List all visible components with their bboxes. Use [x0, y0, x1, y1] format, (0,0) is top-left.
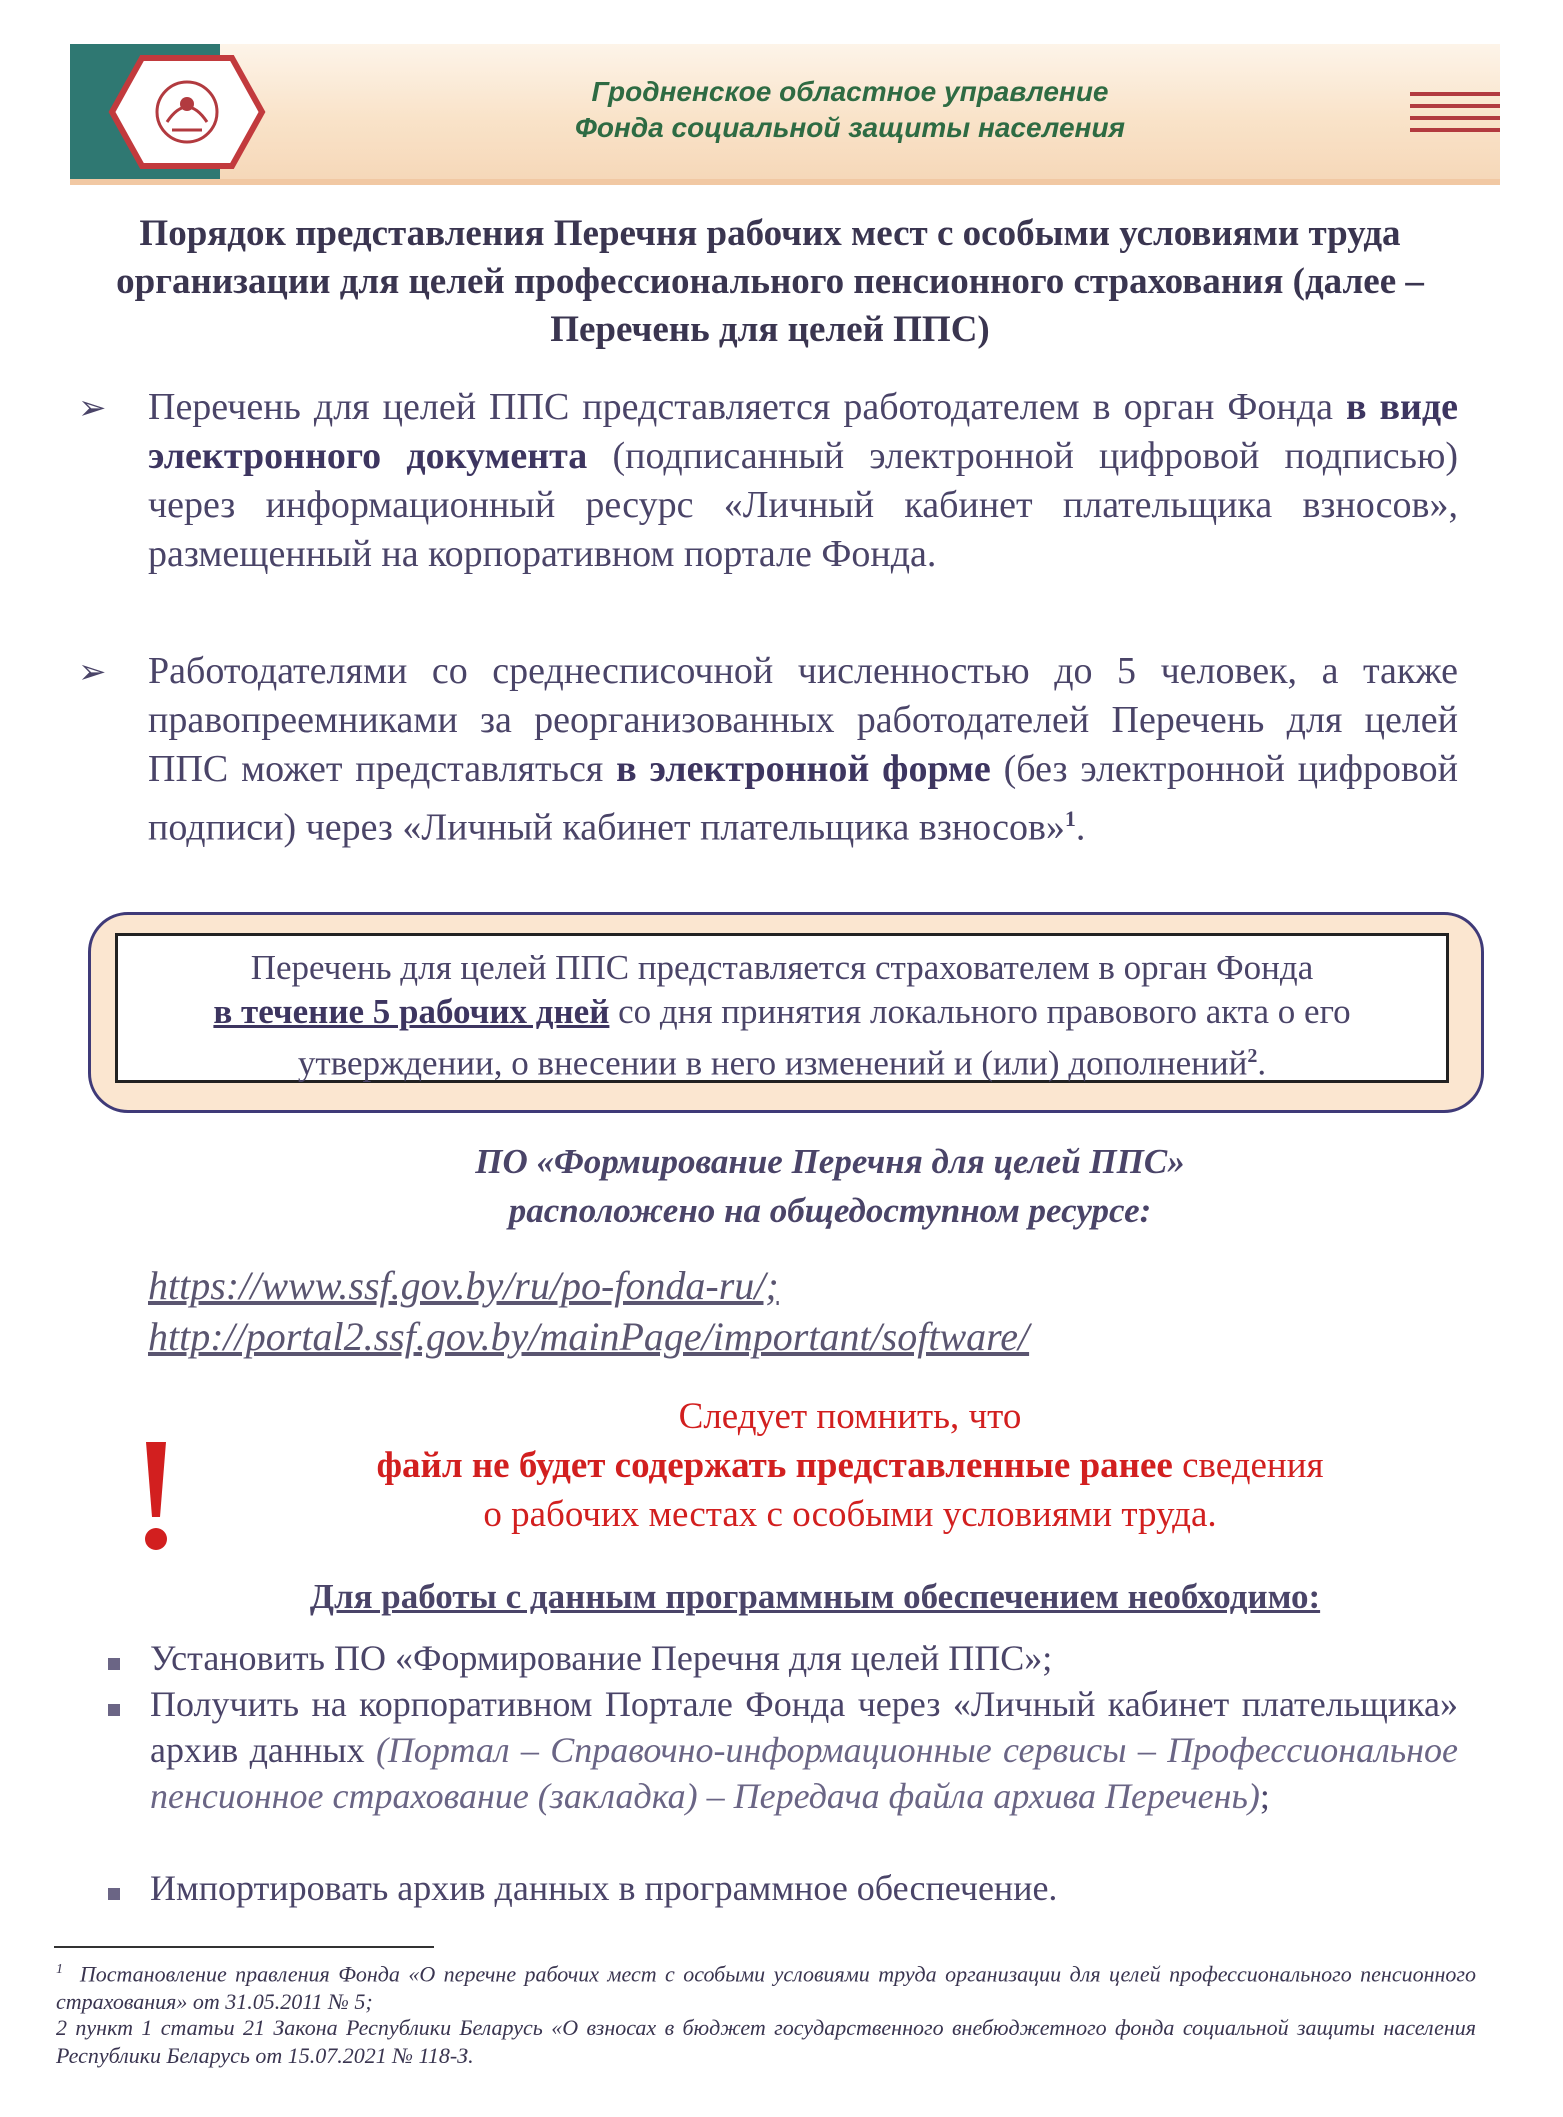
requirements-heading: Для работы с данным программным обеспечением необходимо:: [309, 1577, 1321, 1616]
header-banner: [70, 44, 1500, 185]
footnote-1: $^1$ Постановление правления Фонда «О перечне рабочих мест с особыми условиями труда организации для целей профессионального пенсионного страхования» от 31.05.2011 № 5;: [56, 1961, 1477, 2015]
warning-line-1: Следует помнить, что: [678, 1396, 1022, 1437]
banner-line-2: Фонда социальной защиты населения: [574, 112, 1126, 143]
square-bullet-icon: [108, 1658, 120, 1670]
notice-box: Перечень для целей ППС представляется страхователем в орган Фонда в течение 5 рабочих дней со дня принятия локального правового акта о его утверждении, о внесении в него изменений и (или) дополнений$^2$.: [115, 933, 1449, 1083]
warning-line-3: о рабочих местах с особыми условиями труда.: [483, 1494, 1217, 1535]
banner-title: [500, 74, 1200, 146]
footnote-separator: [54, 1946, 434, 1948]
link-portal-software[interactable]: http://portal2.ssf.gov.by/mainPage/important/software/: [148, 1314, 1030, 1359]
software-info: ПО «Формирование Перечня для целей ППС» расположено на общедоступном ресурсе:: [475, 1142, 1185, 1230]
square-bullet-icon: [108, 1704, 120, 1716]
banner-line-1: Гродненское областное управление: [591, 76, 1109, 107]
notice-deadline: в течение 5 рабочих дней: [213, 992, 610, 1031]
arrow-bullet-icon: ➢: [78, 652, 107, 692]
page-title: Порядок представления Перечня рабочих мест с особыми условиями труда организации для целей профессионального пенсионного страхования (далее – Перечень для целей ППС): [116, 213, 1424, 350]
warning-line-2: файл не будет содержать представленные ранее сведения: [376, 1445, 1324, 1486]
square-bullet-icon: [108, 1888, 120, 1900]
paragraph-small-employers: Работодателями со среднесписочной численностью до 5 человек, а также правопреемниками за реорганизованных работодателей Перечень для целей ППС может представляться в электронной форме (без электронной цифровой подписи) через «Личный кабинет плательщика взносов»$^1$.: [148, 650, 1459, 849]
exclamation-icon: [136, 1437, 176, 1557]
link-ssf-software[interactable]: https://www.ssf.gov.by/ru/po-fonda-ru/;: [148, 1263, 779, 1308]
arrow-bullet-icon: ➢: [78, 388, 107, 428]
requirement-item: Установить ПО «Формирование Перечня для целей ППС»;: [150, 1638, 1053, 1678]
banner-decorative-lines: [1410, 92, 1500, 140]
requirement-item: Импортировать архив данных в программное обеспечение.: [150, 1868, 1058, 1908]
paragraph-electronic-document: Перечень для целей ППС представляется работодателем в орган Фонда в виде электронного документа (подписанный электронной цифровой подписью) через информационный ресурс «Личный кабинет плательщика взносов», размещенный на корпоративном портале Фонда.: [148, 386, 1459, 575]
fszn-emblem-icon: [82, 52, 292, 172]
footnote-2: 2 пункт 1 статьи 21 Закона Республики Беларусь «О взносах в бюджет государственного внебюджетного фонда социальной защиты населения Республики Беларусь от 15.07.2021 № 118-З.: [56, 2015, 1476, 2068]
requirement-item: Получить на корпоративном Портале Фонда через «Личный кабинет плательщика» архив данных (Портал – Справочно-информационные сервисы – Профессиональное пенсионное страхование (закладка) – Передача файла архива Перечень);: [150, 1684, 1458, 1816]
